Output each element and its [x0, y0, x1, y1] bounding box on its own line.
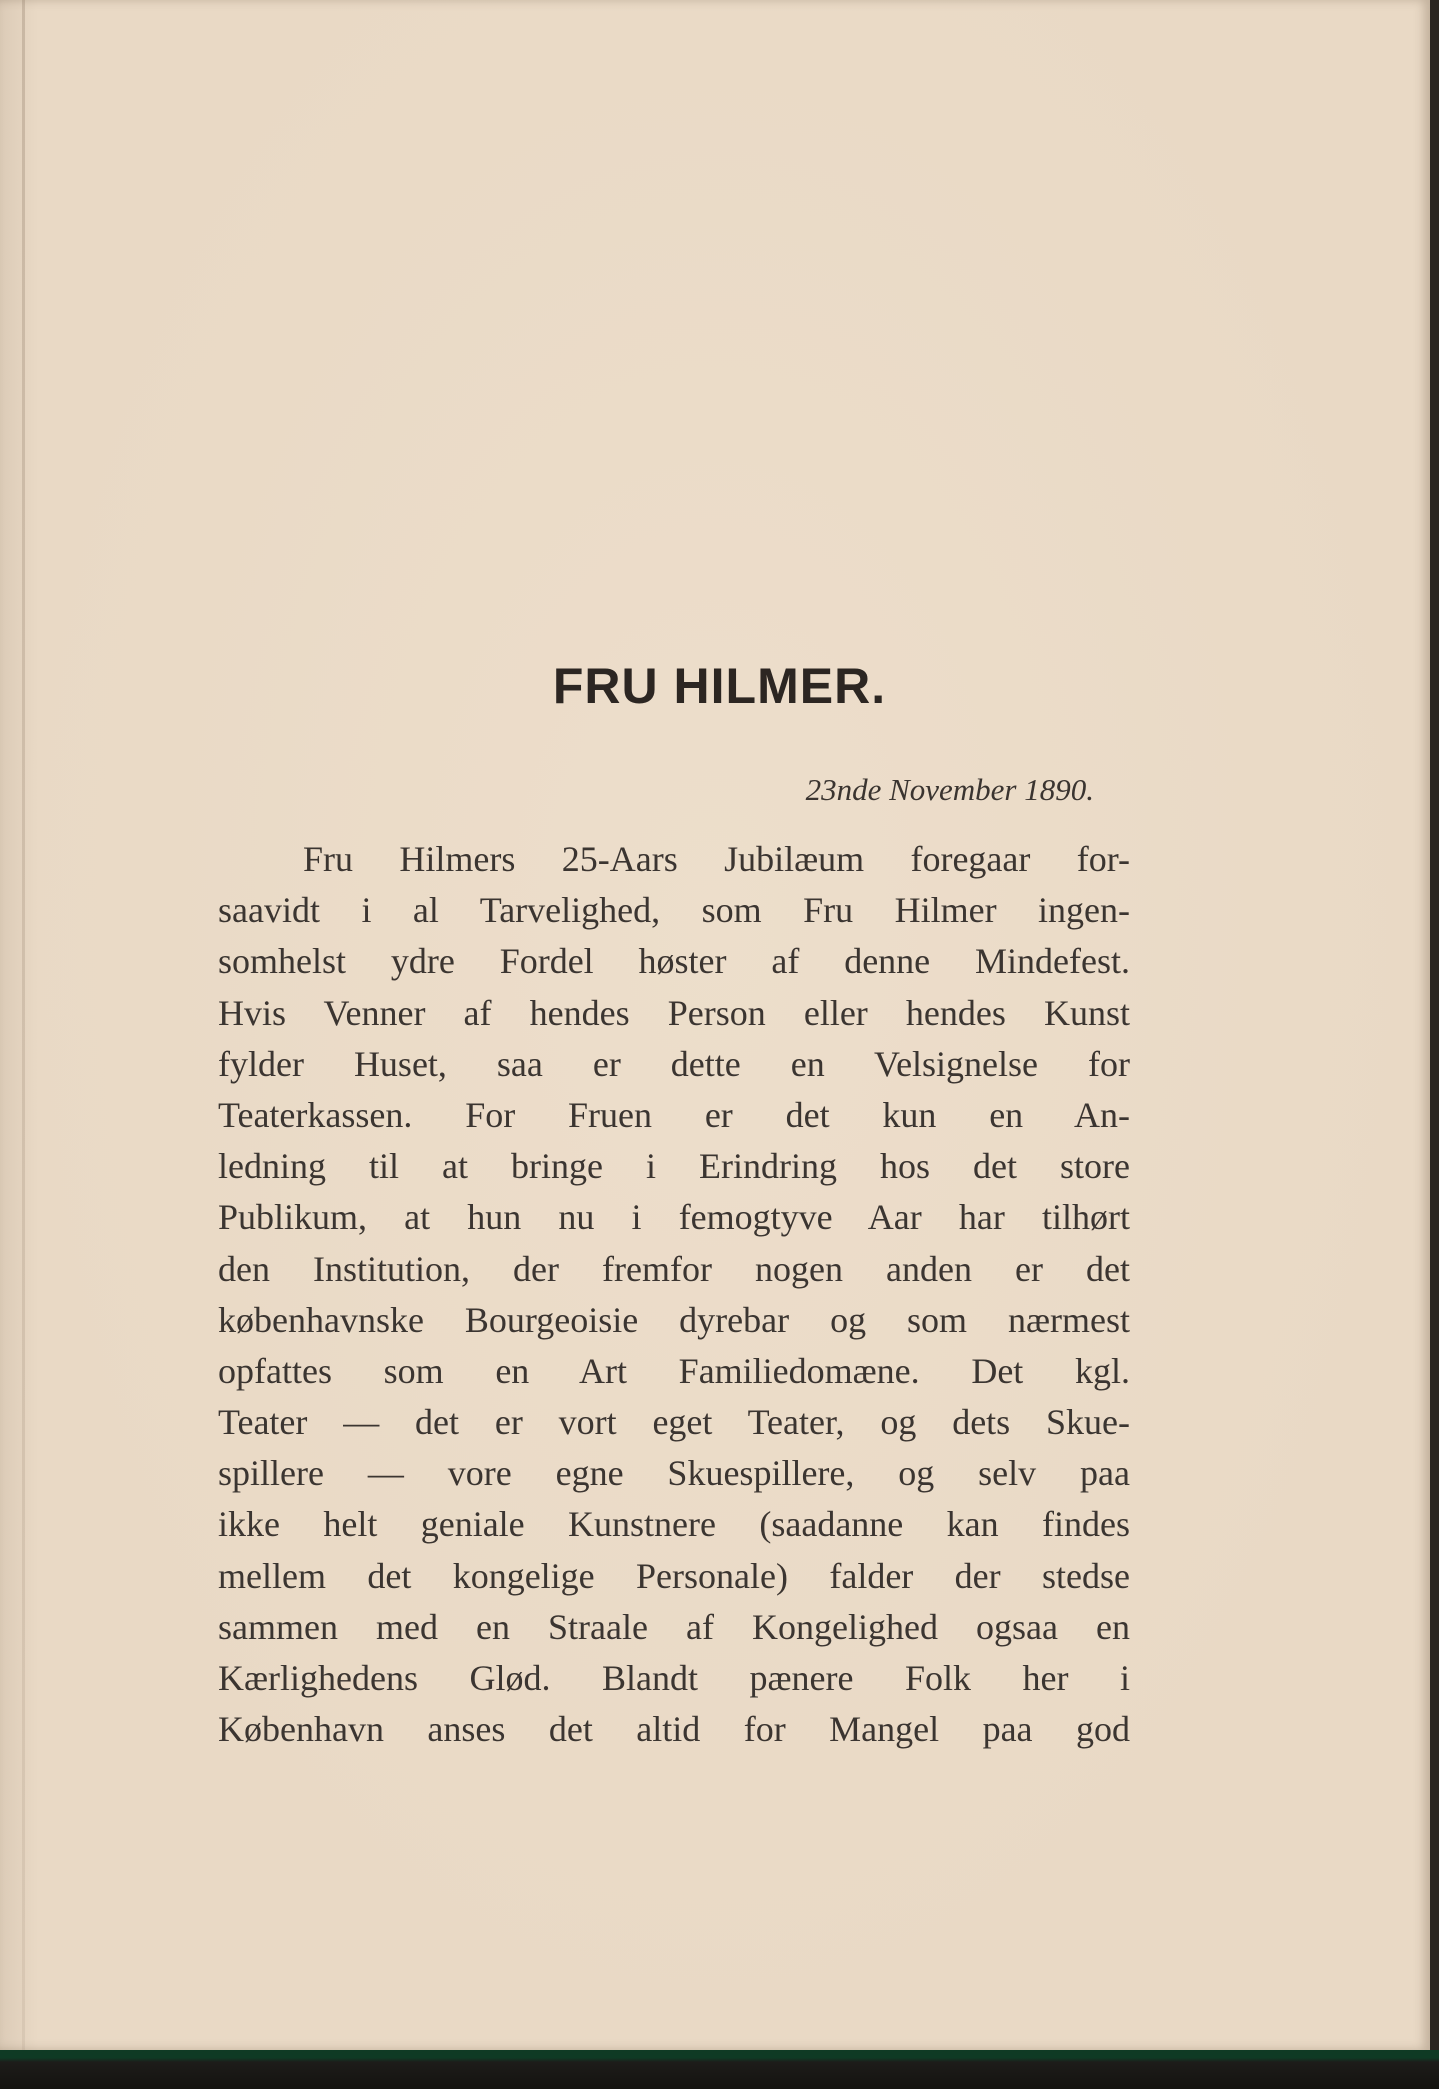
text-line: opfattes som en Art Familiedomæne. Det kgl. — [218, 1350, 1130, 1391]
text-line: Publikum, at hun nu i femogtyve Aar har tilhørt — [218, 1197, 1130, 1238]
text-line: København anses det altid for Mangel paa god — [218, 1709, 1130, 1750]
page-gutter — [22, 0, 25, 2050]
page-right-edge — [1430, 0, 1439, 2089]
body-paragraph — [218, 834, 1130, 1755]
text-line: Teaterkassen. For Fruen er det kun en An- — [218, 1094, 1130, 1135]
text-line: Hvis Venner af hendes Person eller hendes Kunst — [218, 992, 1130, 1033]
text-line: Kærlighedens Glød. Blandt pænere Folk her i — [218, 1658, 1130, 1698]
text-line: mellem det kongelige Personale) falder der stedse — [218, 1555, 1130, 1596]
text-line: Fru Hilmers 25-Aars Jubilæum foregaar for- — [303, 839, 1130, 879]
text-line: københavnske Bourgeoisie dyrebar og som nærmest — [218, 1299, 1130, 1340]
text-line: ledning til at bringe i Erindring hos det store — [218, 1146, 1130, 1187]
text-line: somhelst ydre Fordel høster af denne Mindefest. — [218, 941, 1130, 982]
text-line: den Institution, der fremfor nogen anden er det — [218, 1248, 1130, 1289]
text-line: saavidt i al Tarvelighed, som Fru Hilmer ingen- — [218, 890, 1130, 931]
text-line: sammen med en Straale af Kongelighed ogsaa en — [218, 1606, 1130, 1647]
chapter-title: FRU HILMER. — [552, 658, 887, 714]
text-line: ikke helt geniale Kunstnere (saadanne kan findes — [218, 1504, 1130, 1545]
dateline: 23nde November 1890. — [805, 772, 1094, 807]
book-cover-edge — [0, 2050, 1439, 2089]
text-line: Teater — det er vort eget Teater, og dets Skue- — [218, 1402, 1130, 1443]
text-line: spillere — vore egne Skuespillere, og selv paa — [218, 1453, 1130, 1494]
text-line: fylder Huset, saa er dette en Velsignelse for — [218, 1043, 1130, 1084]
